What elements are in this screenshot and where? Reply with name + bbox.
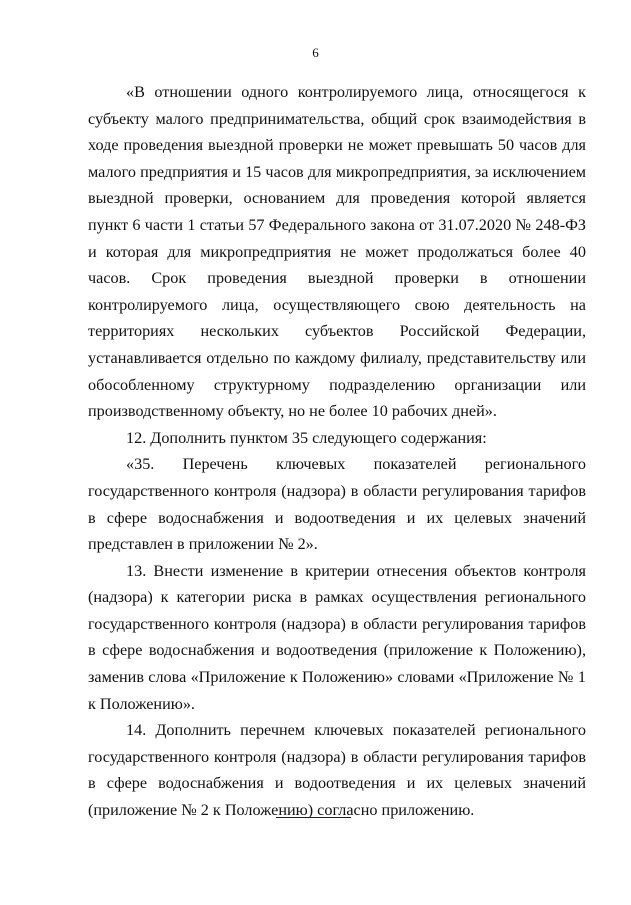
document-body [88,79,586,824]
end-separator-line [276,817,351,818]
paragraph-item-35-text: «35. Перечень ключевых показателей регионального государственного контроля (надзора) в области регулирования тарифов в сфере водоснабжения и водоотведения и их целевых значений представлен в приложении № 2». [88,455,586,554]
paragraph-inspection-duration: «В отношении одного контролируемого лица, относящегося к субъекту малого предпринимательства, общий срок взаимодействия в ходе проведения выездной проверки не может превышать 50 часов для малого предприятия и 15 часов для микропредприятия, за исключением выездной проверки, основанием для проведения которой является пункт 6 части 1 статьи 57 Федерального закона от 31.07.2020 № 248-ФЗ и которая для микропредприятия не может продолжаться более 40 часов. Срок проведения выездной проверки в отношении контролируемого лица, осуществляющего свою деятельность на территориях нескольких субъектов Российской Федерации, устанавливается отдельно по каждому филиалу, представительству или обособленному структурному подразделению организации или производственному объекту, но не более 10 рабочих дней». [88,83,586,421]
paragraph-item-13: 13. Внести изменение в критерии отнесения объектов контроля (надзора) к категории риска в рамках осуществления регионального государственного контроля (надзора) в области регулирования тарифов в сфере водоснабжения и водоотведения (приложение к Положению), заменив слова «Приложение к Положению» словами «Приложение № 1 к Положению». [88,561,586,713]
page-number: 6 [312,45,319,60]
paragraph-item-12: 12. Дополнить пунктом 35 следующего содержания: [126,428,487,447]
paragraph-item-14: 14. Дополнить перечнем ключевых показателей регионального государственного контроля (надзора) в области регулирования тарифов в сфере водоснабжения и водоотведения и их целевых значений (приложение № 2 к Положению) согласно приложению. [88,721,586,820]
